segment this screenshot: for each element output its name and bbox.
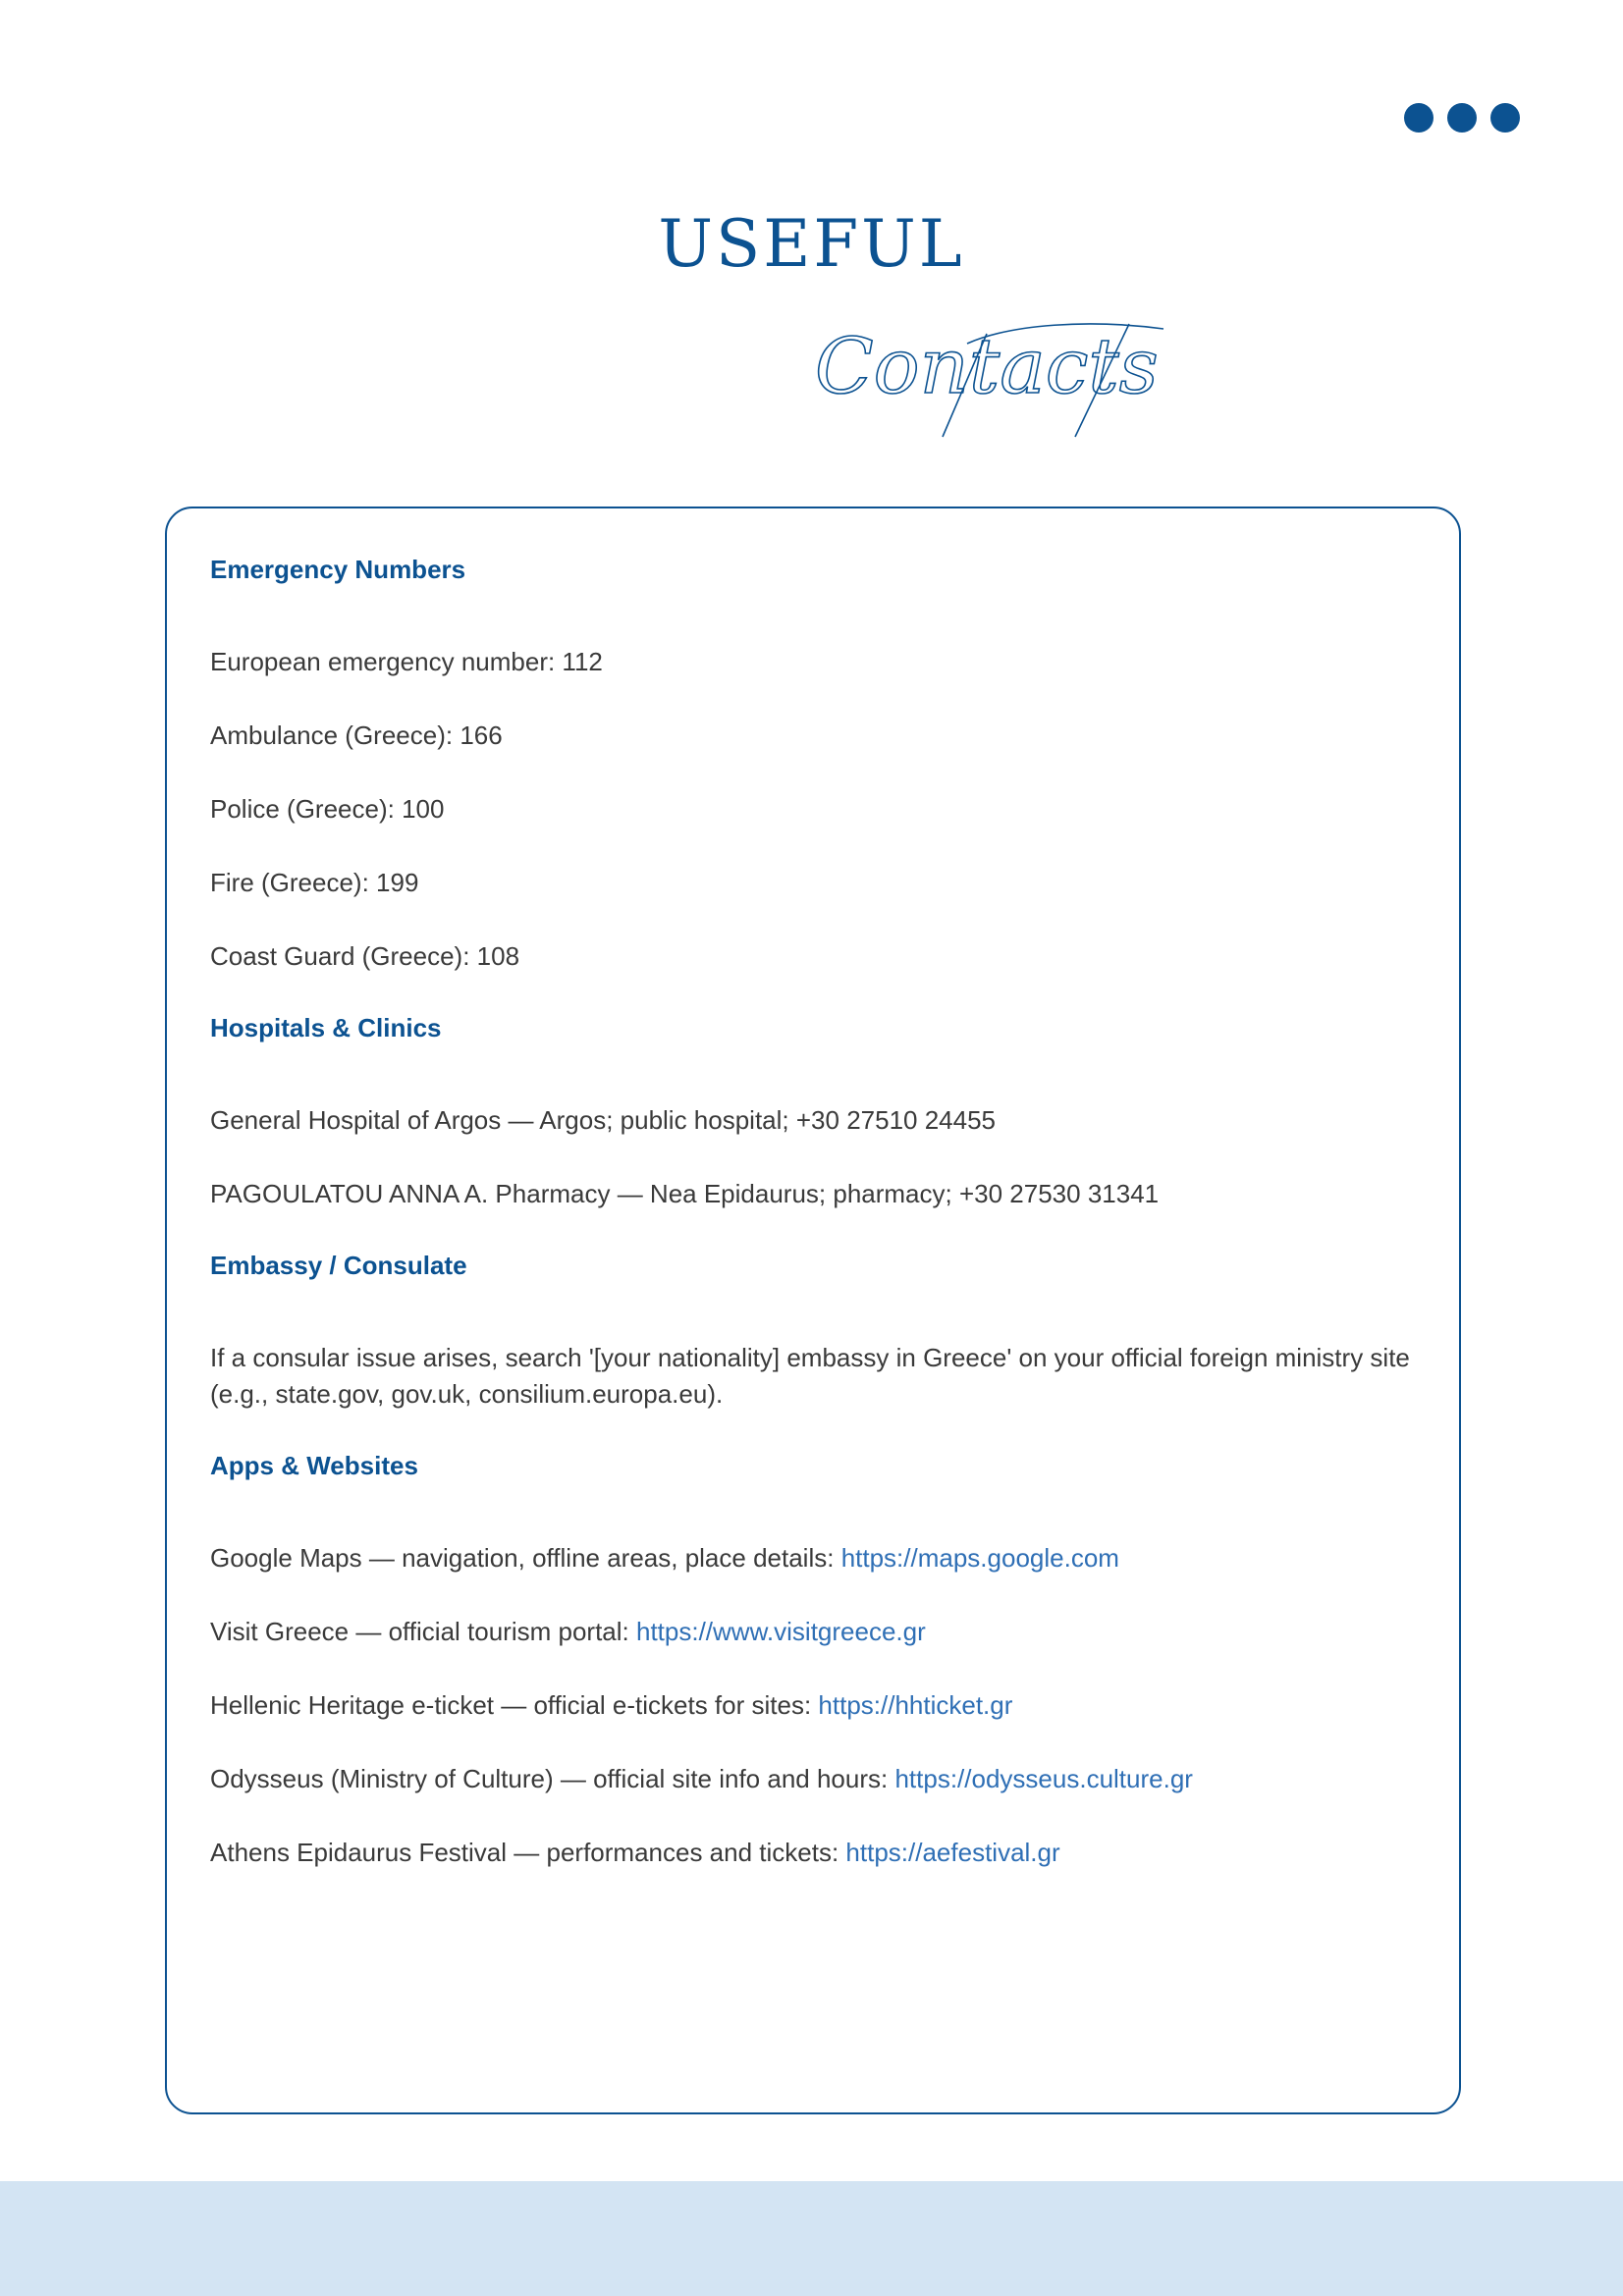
- list-item: [210, 865, 1416, 901]
- item-text: Police (Greece): 100: [210, 794, 445, 824]
- list-item: [210, 1614, 1416, 1650]
- item-text: Hellenic Heritage e-ticket — official e-tickets for sites:: [210, 1690, 819, 1720]
- list-item: [210, 791, 1416, 828]
- item-text: Coast Guard (Greece): 108: [210, 941, 520, 971]
- dot-icon: [1404, 103, 1434, 133]
- item-text: If a consular issue arises, search '[your nationality] embassy in Greece' on your official foreign ministry site (e.g., state.gov, gov.uk, consilium.europa.eu).: [210, 1343, 1410, 1409]
- section-heading: Hospitals & Clinics: [210, 1013, 442, 1042]
- list-item: [210, 718, 1416, 754]
- script-lettering-icon: [815, 314, 1168, 442]
- list-item: [210, 1340, 1416, 1413]
- item-text: General Hospital of Argos — Argos; public hospital; +30 27510 24455: [210, 1105, 997, 1135]
- contacts-card: [165, 507, 1461, 2114]
- item-text: European emergency number: 112: [210, 647, 603, 676]
- website-link[interactable]: https://www.visitgreece.gr: [635, 1617, 926, 1646]
- section-list: [210, 1102, 1416, 1212]
- list-item: [210, 1835, 1416, 1871]
- dot-icon: [1490, 103, 1520, 133]
- item-text: Athens Epidaurus Festival — performances and tickets:: [210, 1838, 846, 1867]
- item-text: Google Maps — navigation, offline areas, place details:: [210, 1543, 841, 1573]
- section-heading: Emergency Numbers: [210, 555, 466, 584]
- item-text: Odysseus (Ministry of Culture) — official site info and hours:: [210, 1764, 895, 1793]
- list-item: [210, 1540, 1416, 1576]
- list-item: [210, 1687, 1416, 1724]
- list-item: [210, 1102, 1416, 1139]
- section-list: [210, 644, 1416, 975]
- decorative-dots: [1404, 103, 1520, 133]
- page-title: USEFUL: [658, 206, 965, 282]
- script-title-contacts: [815, 314, 1168, 442]
- list-item: [210, 1176, 1416, 1212]
- list-item: [210, 644, 1416, 680]
- list-item: [210, 938, 1416, 975]
- item-text: Fire (Greece): 199: [210, 868, 419, 897]
- script-title-text: Contacts: [815, 323, 1159, 411]
- website-link[interactable]: https://aefestival.gr: [845, 1838, 1060, 1867]
- section-list: [210, 1340, 1416, 1413]
- dot-icon: [1447, 103, 1477, 133]
- section-heading: Embassy / Consulate: [210, 1251, 467, 1280]
- section-heading: Apps & Websites: [210, 1451, 418, 1480]
- website-link[interactable]: https://hhticket.gr: [818, 1690, 1013, 1720]
- website-link[interactable]: https://maps.google.com: [840, 1543, 1119, 1573]
- list-item: [210, 1761, 1416, 1797]
- section-list: [210, 1540, 1416, 1871]
- footer-band: [0, 2181, 1623, 2296]
- item-text: Visit Greece — official tourism portal:: [210, 1617, 636, 1646]
- item-text: PAGOULATOU ANNA A. Pharmacy — Nea Epidaurus; pharmacy; +30 27530 31341: [210, 1179, 1160, 1208]
- item-text: Ambulance (Greece): 166: [210, 721, 503, 750]
- website-link[interactable]: https://odysseus.culture.gr: [894, 1764, 1193, 1793]
